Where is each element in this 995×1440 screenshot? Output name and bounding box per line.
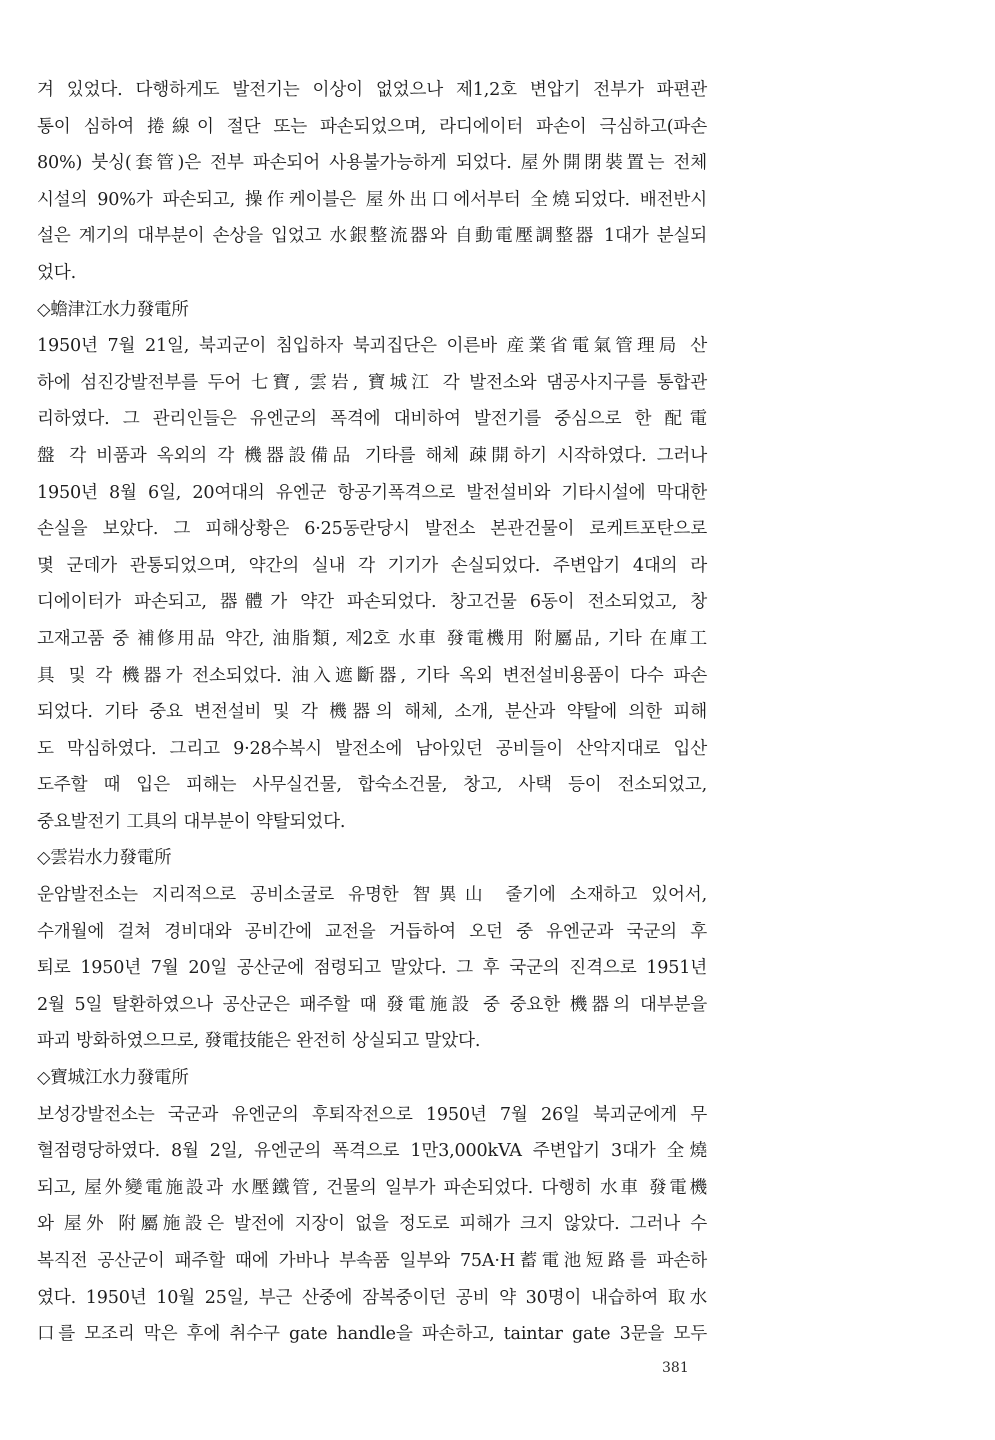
text-line: 리하였다. 그 관리인들은 유엔군의 폭격에 대비하여 발전기를 중심으로 한 配電	[37, 409, 707, 430]
text-line: 복직전 공산군이 패주할 때에 가바나 부속품 일부와 75A·H蓄電池短路를 파손하	[37, 1251, 707, 1271]
text-line: 보성강발전소는 국군과 유엔군의 후퇴작전으로 1950년 7월 26일 북괴군에게 무	[37, 1104, 707, 1125]
text-line: 파괴 방화하였으므로, 發電技能은 완전히 상실되고 말았다.	[37, 1031, 481, 1052]
text-line: 겨 있었다. 다행하게도 발전기는 이상이 없었으나 제1,2호 변압기 전부가 파편관	[37, 80, 707, 100]
text-line: 디에이터가 파손되고, 器體가 약간 파손되었다. 창고건물 6동이 전소되었고, 창	[37, 592, 707, 613]
text-line: 였다. 1950년 10월 25일, 부근 산중에 잠복중이던 공비 약 30명이 내습하여 取水	[37, 1287, 707, 1308]
text-line: 수개월에 걸쳐 경비대와 공비간에 교전을 거듭하여 오던 중 유엔군과 국군의 후	[37, 921, 707, 942]
text-line: 몇 군데가 관통되었으며, 약간의 실내 각 기기가 손실되었다. 주변압기 4대의 라	[37, 555, 707, 576]
page-number: 381	[662, 1360, 689, 1376]
text-line: 1950년 7월 21일, 북괴군이 침입하자 북괴집단은 이른바 産業省電氣管理局 산	[37, 336, 707, 357]
text-line: 통이 심하여 捲線이 절단 또는 파손되었으며, 라디에이터 파손이 극심하고(파손	[37, 116, 707, 137]
text-line: 도주할 때 입은 피해는 사무실건물, 합숙소건물, 창고, 사택 등이 전소되었고,	[37, 775, 707, 796]
text-line: 와 屋外 附屬施設은 발전에 지장이 없을 정도로 피해가 크지 않았다. 그러나 수	[37, 1214, 707, 1235]
section-heading-boseonggang: ◇寶城江水力發電所	[37, 1068, 189, 1089]
text-line: 具 및 각 機器가 전소되었다. 油入遮斷器, 기타 옥외 변전설비용품이 다수 파손	[37, 665, 707, 686]
text-line: 손실을 보았다. 그 피해상황은 6·25동란당시 발전소 본관건물이 로케트포탄으로	[37, 519, 707, 540]
text-line: 80%) 붓싱(套管)은 전부 파손되어 사용불가능하게 되었다. 屋外開閉裝置는 전체	[37, 153, 707, 174]
paragraph-continuation	[37, 72, 707, 292]
paragraph-unam	[37, 877, 707, 1060]
text-line: 중요발전기 工具의 대부분이 약탈되었다.	[37, 811, 346, 832]
text-line: 1950년 8월 6일, 20여대의 유엔군 항공기폭격으로 발전설비와 기타시설에 막대한	[37, 482, 707, 503]
text-line: 었다.	[37, 262, 76, 283]
paragraph-boseonggang	[37, 1097, 707, 1353]
text-line: 하에 섬진강발전부를 두어 七寶, 雲岩, 寶城江 각 발전소와 댐공사지구를 통합관	[37, 372, 707, 393]
text-line: 시설의 90%가 파손되고, 操作케이블은 屋外出口에서부터 全燒되었다. 배전반시	[37, 189, 707, 210]
section-heading-seomjingang: ◇蟾津江水力發電所	[37, 299, 189, 320]
document-page	[37, 72, 707, 1353]
paragraph-seomjingang	[37, 328, 707, 840]
text-line: 盤 각 비품과 옥외의 각 機器設備品 기타를 해체 疎開하기 시작하였다. 그러나	[37, 445, 707, 466]
text-line: 되었다. 기타 중요 변전설비 및 각 機器의 해체, 소개, 분산과 약탈에 의한 피해	[37, 702, 707, 723]
text-line: 혈점령당하였다. 8월 2일, 유엔군의 폭격으로 1만3,000kVA 주변압기 3대가 全燒	[37, 1141, 707, 1162]
text-line: 도 막심하였다. 그리고 9·28수복시 발전소에 남아있던 공비들이 산악지대로 입산	[37, 738, 707, 759]
text-line: 口를 모조리 막은 후에 취수구 gate handle을 파손하고, taintar gate 3문을 모두	[37, 1324, 707, 1345]
text-line: 운암발전소는 지리적으로 공비소굴로 유명한 智異山 줄기에 소재하고 있어서,	[37, 885, 707, 906]
text-line: 되고, 屋外變電施設과 水壓鐵管, 건물의 일부가 파손되었다. 다행히 水車 發電機	[37, 1177, 707, 1198]
section-heading-unam: ◇雲岩水力發電所	[37, 848, 172, 869]
text-line: 설은 계기의 대부분이 손상을 입었고 水銀整流器와 自動電壓調整器 1대가 분실되	[37, 226, 707, 247]
text-line: 퇴로 1950년 7월 20일 공산군에 점령되고 말았다. 그 후 국군의 진격으로 1951년	[37, 958, 707, 979]
text-line: 2월 5일 탈환하였으나 공산군은 패주할 때 發電施設 중 중요한 機器의 대부분을	[37, 994, 707, 1015]
text-line: 고재고품 중 補修用品 약간, 油脂類, 제2호 水車 發電機用 附屬品, 기타 在庫工	[37, 628, 707, 649]
